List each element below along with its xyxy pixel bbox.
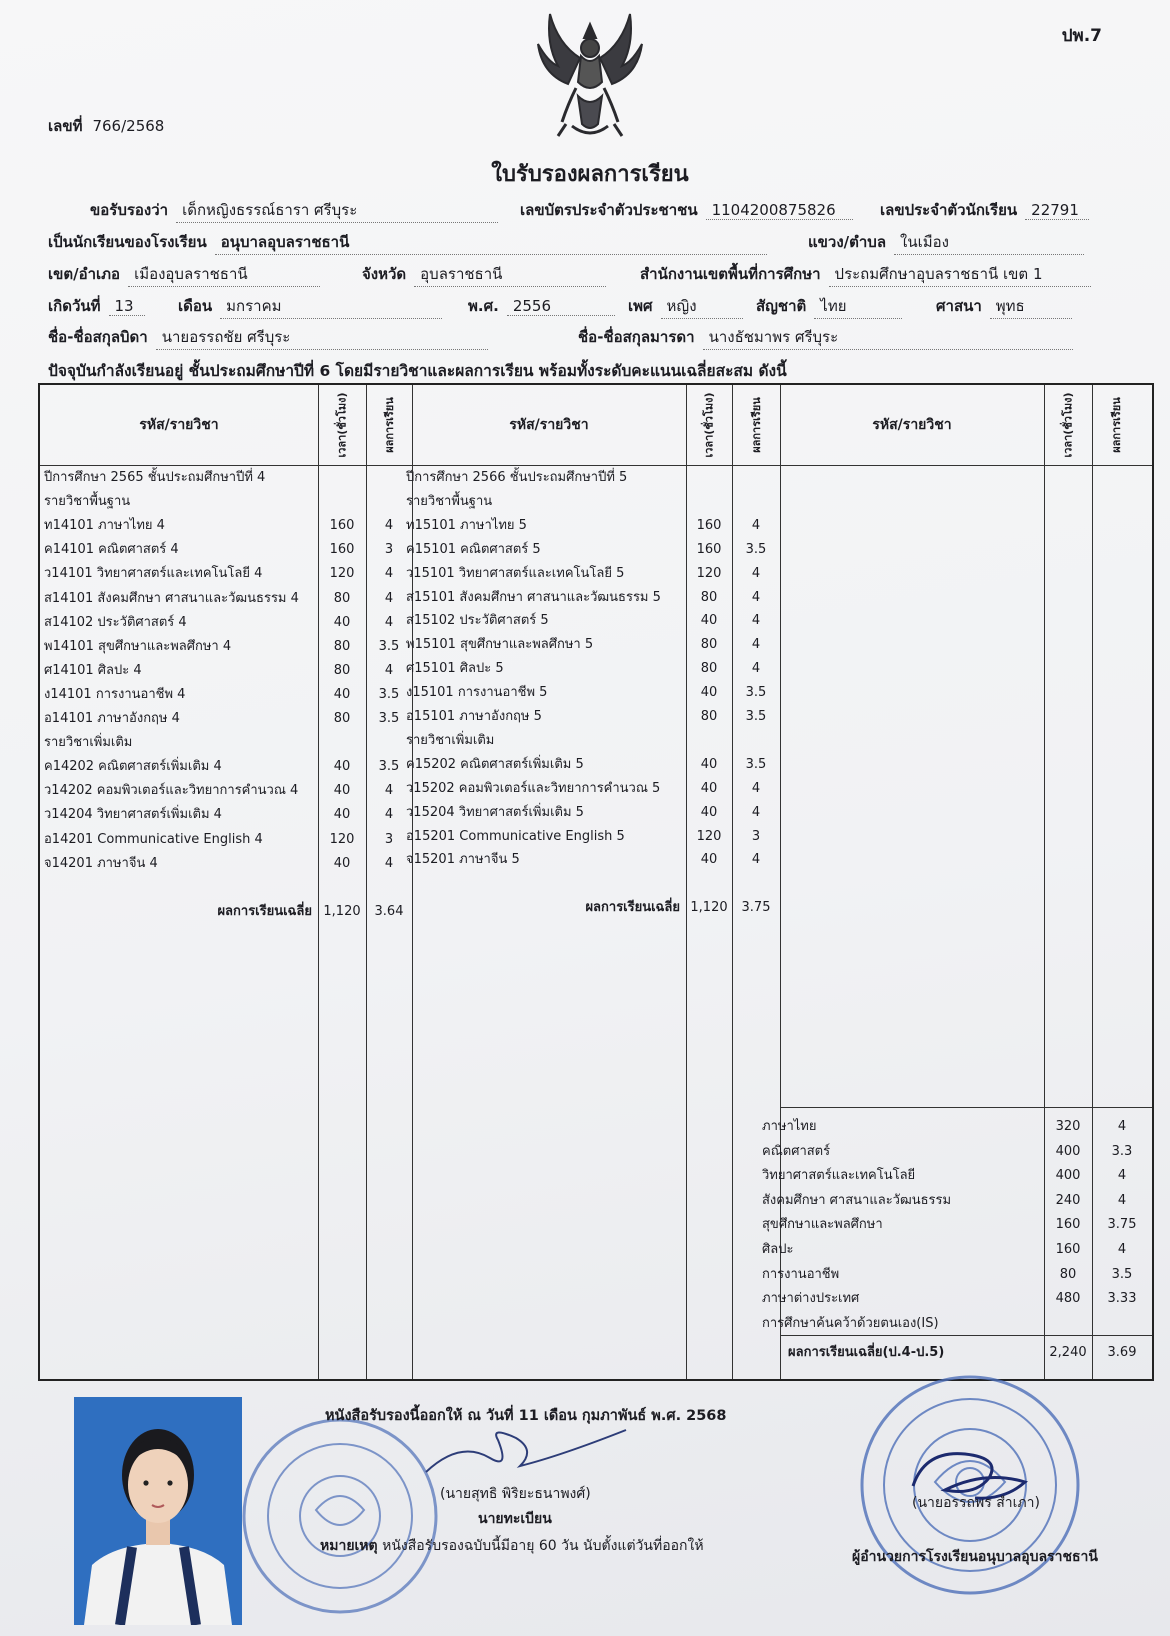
grade4-row-grade: 4 bbox=[384, 662, 394, 678]
grade5-row-hours bbox=[686, 490, 732, 514]
birth-day-field bbox=[48, 294, 145, 318]
grade4-row-subject: ว14202 คอมพิวเตอร์และวิทยาการคำนวณ 4 bbox=[44, 783, 299, 799]
grade5-row-subject: ค15202 คณิตศาสตร์เพิ่มเติม 5 bbox=[406, 756, 584, 772]
grade5-row-subject: รายวิชาพื้นฐาน bbox=[406, 493, 493, 509]
grade4-row-subject: ค14202 คณิตศาสตร์เพิ่มเติม 4 bbox=[44, 759, 222, 775]
summary-row-subject: การงานอาชีพ bbox=[762, 1266, 840, 1282]
grade5-row-subject: จ15201 ภาษาจีน 5 bbox=[406, 852, 520, 868]
sex-field bbox=[628, 294, 743, 319]
summary-row-subject: การศึกษาค้นคว้าด้วยตนเอง(IS) bbox=[762, 1315, 939, 1331]
citizen-id-label: เลขบัตรประจำตัวประชาชน bbox=[520, 201, 698, 219]
grade5-row-grade: 4 bbox=[751, 780, 761, 796]
summary-row-grade: 4 bbox=[1117, 1192, 1127, 1208]
grade5-row-grade: 4 bbox=[751, 637, 761, 653]
summary-row-subject: วิทยาศาสตร์และเทคโนโลยี bbox=[762, 1168, 916, 1184]
grade5-row-subject: ส15102 ประวัติศาสตร์ 5 bbox=[406, 613, 549, 629]
religion-field bbox=[936, 294, 1072, 319]
registrar-signature-icon bbox=[420, 1420, 630, 1490]
grade4-row-grade: 3.5 bbox=[378, 686, 400, 702]
grade4-row-hours bbox=[318, 731, 366, 755]
grade4-row-hours: 40 bbox=[333, 686, 351, 702]
summary-row-hours bbox=[1044, 1312, 1092, 1336]
grade4-row-hours bbox=[318, 490, 366, 514]
grade4-row-hours: 40 bbox=[333, 783, 351, 799]
grade4-row-hours: 40 bbox=[333, 759, 351, 775]
grade4-row-hours: 80 bbox=[333, 662, 351, 678]
birth-month-label: เดือน bbox=[178, 297, 213, 315]
grade5-row-hours: 40 bbox=[700, 852, 718, 868]
religion-label: ศาสนา bbox=[936, 297, 982, 315]
education-office-label: สำนักงานเขตพื้นที่การศึกษา bbox=[640, 265, 821, 283]
registrar-role: นายทะเบียน bbox=[478, 1511, 552, 1527]
birth-year-label: พ.ศ. bbox=[468, 297, 499, 315]
grade5-row-hours: 80 bbox=[700, 589, 718, 605]
province-value: อุบลราชธานี bbox=[414, 262, 606, 287]
grade5-row-hours: 120 bbox=[696, 828, 722, 844]
grade4-row-hours: 40 bbox=[333, 807, 351, 823]
grade5-row-hours: 160 bbox=[696, 517, 722, 533]
student-name: เด็กหญิงธรรณ์ธารา ศรีบุระ bbox=[176, 198, 498, 223]
district-value: เมืองอุบลราชธานี bbox=[128, 262, 320, 287]
grade4-row-grade: 3.5 bbox=[378, 638, 400, 654]
grade5-row-grade: 3.5 bbox=[745, 685, 767, 701]
summary-row-hours: 480 bbox=[1055, 1291, 1081, 1307]
grade4-row-subject: ง14101 การงานอาชีพ 4 bbox=[44, 686, 186, 702]
summary-row-hours: 240 bbox=[1055, 1192, 1081, 1208]
grade5-row-subject: ง15101 การงานอาชีพ 5 bbox=[406, 685, 548, 701]
summary-row-grade bbox=[1092, 1312, 1152, 1336]
birth-year-value: 2556 bbox=[507, 297, 615, 316]
average-hours-1: 1,120 bbox=[323, 904, 361, 919]
summary-row-hours: 320 bbox=[1055, 1119, 1081, 1134]
grade5-row-subject: ค15101 คณิตศาสตร์ 5 bbox=[406, 541, 541, 557]
summary-row-hours: 400 bbox=[1055, 1143, 1081, 1159]
grade5-row-grade: 4 bbox=[751, 661, 761, 677]
grade4-row-hours: 80 bbox=[333, 711, 351, 726]
grade5-row-subject: ศ15101 ศิลปะ 5 bbox=[406, 661, 504, 677]
average-label-1: ผลการเรียนเฉลี่ย bbox=[217, 904, 312, 919]
summary-row-grade: 3.75 bbox=[1107, 1217, 1137, 1233]
birth-month-field bbox=[178, 294, 442, 319]
district-field bbox=[48, 262, 320, 287]
student-id-field bbox=[880, 198, 1089, 222]
grade4-row-subject: อ14101 ภาษาอังกฤษ 4 bbox=[44, 711, 180, 726]
grade4-row-hours: 80 bbox=[333, 590, 351, 606]
director-role: ผู้อำนวยการโรงเรียนอนุบาลอุบลราชธานี bbox=[852, 1549, 1098, 1565]
grade4-row-grade: 3.5 bbox=[378, 759, 400, 775]
grade4-row-subject: ท14101 ภาษาไทย 4 bbox=[44, 518, 165, 534]
subdistrict-label: แขวง/ตำบล bbox=[808, 233, 887, 251]
certify-label: ขอรับรองว่า bbox=[90, 201, 169, 219]
grade5-row-hours: 80 bbox=[700, 661, 718, 677]
school-label: เป็นนักเรียนของโรงเรียน bbox=[48, 233, 207, 251]
grade4-row-grade: 4 bbox=[384, 855, 394, 871]
registrar-name: (นายสุทธิ พิริยะธนาพงศ์) bbox=[440, 1486, 591, 1502]
subdistrict-value: ในเมือง bbox=[894, 230, 1084, 255]
grade4-row-hours: 160 bbox=[329, 518, 355, 534]
province-label: จังหวัด bbox=[362, 265, 407, 283]
grade5-row-hours bbox=[686, 466, 732, 490]
grade5-row-grade: 3.5 bbox=[745, 541, 767, 557]
summary-row-subject: ภาษาไทย bbox=[762, 1119, 817, 1134]
grade5-row-hours: 40 bbox=[700, 685, 718, 701]
average-label-2: ผลการเรียนเฉลี่ย bbox=[585, 900, 680, 915]
birth-month-value: มกราคม bbox=[220, 294, 442, 319]
grade4-row-grade: 4 bbox=[384, 783, 394, 799]
header-subject-2: รหัส/รายวิชา bbox=[509, 417, 589, 433]
student-id-label: เลขประจำตัวนักเรียน bbox=[880, 201, 1018, 219]
grade5-row-grade: 3.5 bbox=[745, 709, 767, 724]
grade5-row-grade bbox=[732, 729, 780, 753]
summary-row-hours: 80 bbox=[1059, 1266, 1077, 1282]
grade4-row-subject: พ14101 สุขศึกษาและพลศึกษา 4 bbox=[44, 638, 232, 654]
grade4-row-hours: 160 bbox=[329, 542, 355, 558]
birth-year-field bbox=[468, 294, 615, 318]
school-value: อนุบาลอุบลราชธานี bbox=[215, 230, 767, 255]
birth-day-value: 13 bbox=[109, 297, 145, 316]
document-number-label: เลขที่ bbox=[48, 117, 83, 135]
sex-value: หญิง bbox=[661, 294, 743, 319]
average-hours-2: 1,120 bbox=[690, 900, 728, 915]
grade4-row-subject: อ14201 Communicative English 4 bbox=[44, 831, 263, 847]
summary-row-subject: สังคมศึกษา ศาสนาและวัฒนธรรม bbox=[762, 1192, 952, 1208]
grade4-row-subject: ว14101 วิทยาศาสตร์และเทคโนโลยี 4 bbox=[44, 566, 263, 582]
summary-row-subject: สุขศึกษาและพลศึกษา bbox=[762, 1217, 883, 1233]
document-number-value: 766/2568 bbox=[92, 117, 165, 135]
grade4-row-grade: 3 bbox=[384, 542, 394, 558]
nationality-label: สัญชาติ bbox=[756, 297, 807, 315]
grade5-row-subject: ปีการศึกษา 2566 ชั้นประถมศึกษาปีที่ 5 bbox=[406, 470, 628, 485]
summary-row-subject: ภาษาต่างประเทศ bbox=[762, 1291, 860, 1307]
mother-name-field bbox=[578, 325, 1073, 350]
summary-row-subject: คณิตศาสตร์ bbox=[762, 1143, 831, 1159]
citizen-id-field bbox=[520, 198, 853, 222]
sex-label: เพศ bbox=[628, 297, 653, 315]
grade5-row-hours: 160 bbox=[696, 541, 722, 557]
header-hours-2: เวลา(ชั่วโมง) bbox=[703, 392, 716, 458]
summary-total-label: ผลการเรียนเฉลี่ย(ป.4-ป.5) bbox=[788, 1345, 945, 1360]
remark bbox=[320, 1535, 704, 1557]
average-grade-2: 3.75 bbox=[741, 900, 771, 915]
summary-row-grade: 4 bbox=[1117, 1168, 1127, 1184]
grade5-row-hours: 80 bbox=[700, 709, 718, 724]
header-subject-3: รหัส/รายวิชา bbox=[872, 417, 952, 433]
grade5-row-hours: 40 bbox=[700, 780, 718, 796]
grade4-row-subject: รายวิชาเพิ่มเติม bbox=[44, 735, 133, 751]
school-seal-left-icon bbox=[230, 1400, 440, 1636]
document-title: ใบรับรองผลการเรียน bbox=[491, 162, 689, 187]
director-name: (นายอรรถพร สำเภา) bbox=[912, 1495, 1040, 1511]
grade4-row-grade: 3.5 bbox=[378, 711, 400, 726]
form-code: ปพ.7 bbox=[1061, 26, 1102, 46]
header-hours-1: เวลา(ชั่วโมง) bbox=[336, 392, 349, 458]
grades-table bbox=[38, 383, 1154, 1381]
issue-date-statement: หนังสือรับรองนี้ออกให้ ณ วันที่ 11 เดือน กุมภาพันธ์ พ.ศ. 2568 bbox=[325, 1408, 727, 1424]
summary-row-grade: 3.33 bbox=[1107, 1291, 1137, 1307]
grade5-row-grade: 4 bbox=[751, 613, 761, 629]
grade5-row-grade: 4 bbox=[751, 852, 761, 868]
intro-statement: ปัจจุบันกำลังเรียนอยู่ ชั้นประถมศึกษาปีที่ 6 โดยมีรายวิชาและผลการเรียน พร้อมทั้งระดับคะแนนเฉลี่ยสะสม ดังนี้ bbox=[48, 362, 787, 380]
grade4-row-subject: ส14102 ประวัติศาสตร์ 4 bbox=[44, 614, 187, 630]
grade5-row-subject: ว15202 คอมพิวเตอร์และวิทยาการคำนวณ 5 bbox=[406, 780, 661, 796]
summary-row-hours: 160 bbox=[1055, 1242, 1081, 1257]
grade5-row-hours bbox=[686, 729, 732, 753]
grade4-row-grade: 4 bbox=[384, 518, 394, 534]
mother-name-label: ชื่อ-ชื่อสกุลมารดา bbox=[578, 328, 695, 346]
grade4-row-hours: 40 bbox=[333, 614, 351, 630]
grade4-row-subject: ว14204 วิทยาศาสตร์เพิ่มเติม 4 bbox=[44, 807, 222, 823]
father-name-field bbox=[48, 325, 488, 350]
grade4-row-subject: ปีการศึกษา 2565 ชั้นประถมศึกษาปีที่ 4 bbox=[44, 470, 266, 485]
grade4-row-subject: ศ14101 ศิลปะ 4 bbox=[44, 662, 142, 678]
grade5-row-subject: พ15101 สุขศึกษาและพลศึกษา 5 bbox=[406, 637, 594, 653]
grade4-row-hours: 120 bbox=[329, 566, 355, 582]
grade4-row-subject: ส14101 สังคมศึกษา ศาสนาและวัฒนธรรม 4 bbox=[44, 590, 299, 606]
religion-value: พุทธ bbox=[990, 294, 1072, 319]
grade5-row-subject: ว15204 วิทยาศาสตร์เพิ่มเติม 5 bbox=[406, 804, 584, 820]
grade5-row-subject: อ15201 Communicative English 5 bbox=[406, 828, 625, 844]
summary-row-hours: 400 bbox=[1055, 1168, 1081, 1184]
summary-row-grade: 4 bbox=[1117, 1242, 1127, 1257]
nationality-value: ไทย bbox=[814, 294, 902, 319]
grade4-row-grade: 4 bbox=[384, 807, 394, 823]
subdistrict-field bbox=[808, 230, 1084, 255]
grade4-row-subject: จ14201 ภาษาจีน 4 bbox=[44, 855, 158, 871]
grade5-row-grade: 4 bbox=[751, 804, 761, 820]
grade4-row-hours: 120 bbox=[329, 831, 355, 847]
summary-total-hours: 2,240 bbox=[1049, 1345, 1087, 1360]
grade5-row-grade: 4 bbox=[751, 565, 761, 581]
summary-row-grade: 3.5 bbox=[1111, 1266, 1133, 1282]
student-name-field bbox=[90, 198, 498, 223]
school-field bbox=[48, 230, 767, 255]
grade4-row-hours: 80 bbox=[333, 638, 351, 654]
grade4-row-grade: 4 bbox=[384, 614, 394, 630]
grade5-row-grade bbox=[732, 466, 780, 490]
province-field bbox=[362, 262, 606, 287]
grade5-row-subject: ส15101 สังคมศึกษา ศาสนาและวัฒนธรรม 5 bbox=[406, 589, 661, 605]
grade5-row-hours: 120 bbox=[696, 565, 722, 581]
grade5-row-hours: 80 bbox=[700, 637, 718, 653]
grade5-row-subject: ท15101 ภาษาไทย 5 bbox=[406, 517, 527, 533]
education-office-value: ประถมศึกษาอุบลราชธานี เขต 1 bbox=[829, 262, 1091, 287]
grade5-row-grade: 4 bbox=[751, 589, 761, 605]
grade4-row-subject: รายวิชาพื้นฐาน bbox=[44, 494, 131, 510]
mother-name-value: นางธัชมาพร ศรีบุระ bbox=[703, 325, 1073, 350]
grade4-row-hours bbox=[318, 466, 366, 490]
grade5-row-grade: 4 bbox=[751, 517, 761, 533]
father-name-value: นายอรรถชัย ศรีบุระ bbox=[156, 325, 488, 350]
student-photo bbox=[74, 1397, 242, 1625]
grade4-row-subject: ค14101 คณิตศาสตร์ 4 bbox=[44, 542, 179, 558]
header-grade-3: ผลการเรียน bbox=[1110, 397, 1124, 453]
grade4-row-grade: 4 bbox=[384, 566, 394, 582]
header-subject-1: รหัส/รายวิชา bbox=[139, 417, 219, 433]
grade5-row-grade bbox=[732, 490, 780, 514]
district-label: เขต/อำเภอ bbox=[48, 265, 121, 283]
summary-total-grade: 3.69 bbox=[1107, 1345, 1137, 1360]
grade5-row-grade: 3.5 bbox=[745, 756, 767, 772]
grade4-row-grade: 4 bbox=[384, 590, 394, 606]
grade5-row-subject: อ15101 ภาษาอังกฤษ 5 bbox=[406, 709, 542, 724]
summary-row-grade: 3.3 bbox=[1111, 1143, 1133, 1159]
average-grade-1: 3.64 bbox=[374, 904, 404, 919]
grade5-row-subject: ว15101 วิทยาศาสตร์และเทคโนโลยี 5 bbox=[406, 565, 625, 581]
summary-row-grade: 4 bbox=[1117, 1119, 1127, 1134]
nationality-field bbox=[756, 294, 902, 319]
remark-label: หมายเหตุ bbox=[320, 1538, 378, 1554]
summary-row-hours: 160 bbox=[1055, 1217, 1081, 1233]
student-id-value: 22791 bbox=[1025, 201, 1089, 220]
header-grade-1: ผลการเรียน bbox=[383, 397, 397, 453]
education-office-field bbox=[640, 262, 1091, 287]
grade4-row-hours: 40 bbox=[333, 855, 351, 871]
grade4-row-grade: 3 bbox=[384, 831, 394, 847]
remark-text: หนังสือรับรองฉบับนี้มีอายุ 60 วัน นับตั้งแต่วันที่ออกให้ bbox=[382, 1538, 704, 1554]
grade5-row-grade: 3 bbox=[751, 828, 761, 844]
grade5-row-hours: 40 bbox=[700, 613, 718, 629]
father-name-label: ชื่อ-ชื่อสกุลบิดา bbox=[48, 328, 148, 346]
grade5-row-hours: 40 bbox=[700, 756, 718, 772]
grade5-row-subject: รายวิชาเพิ่มเติม bbox=[406, 732, 495, 748]
header-hours-3: เวลา(ชั่วโมง) bbox=[1062, 392, 1075, 458]
summary-row-subject: ศิลปะ bbox=[762, 1242, 794, 1257]
garuda-emblem-icon bbox=[528, 4, 652, 144]
header-grade-2: ผลการเรียน bbox=[750, 397, 764, 453]
grade5-row-hours: 40 bbox=[700, 804, 718, 820]
birth-day-label: เกิดวันที่ bbox=[48, 297, 101, 315]
document-number bbox=[48, 114, 164, 138]
citizen-id-value: 1104200875826 bbox=[706, 201, 853, 220]
